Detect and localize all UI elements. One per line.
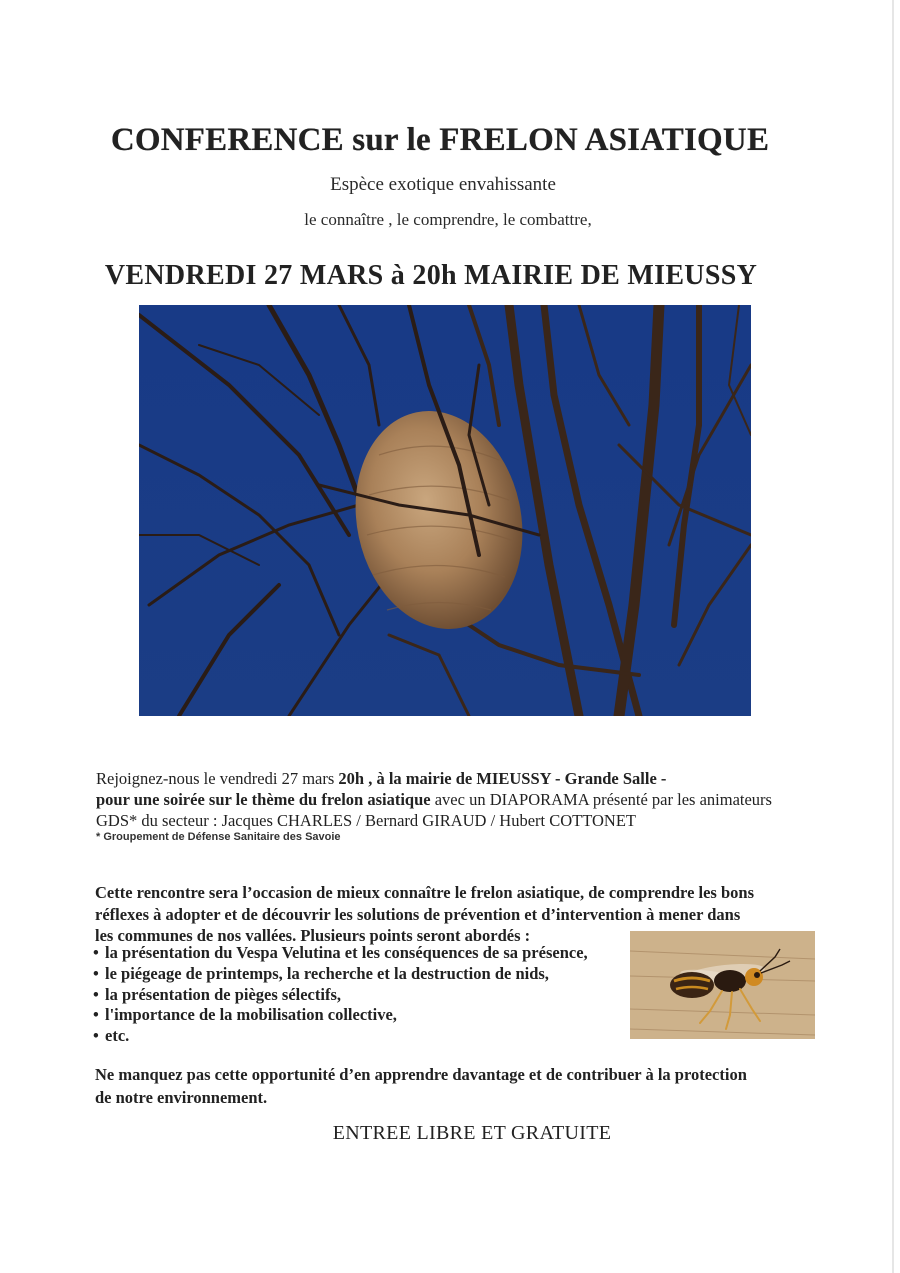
bullet-marker: • (93, 1005, 99, 1025)
intro-theme: pour une soirée sur le thème du frelon asiatique (96, 790, 431, 809)
list-item-text: la présentation du Vespa Velutina et les conséquences de sa présence, (105, 943, 588, 962)
list-item (93, 985, 588, 1006)
list-item-text: l'importance de la mobilisation collective, (105, 1005, 397, 1025)
intro-paragraph (96, 768, 796, 831)
free-entry-notice: ENTREE LIBRE ET GRATUITE (332, 1122, 612, 1144)
event-date-location: VENDREDI 27 MARS à 20h MAIRIE DE MIEUSSY (104, 260, 758, 291)
closing-line: Ne manquez pas cette opportunité d’en apprendre davantage et de contribuer à la protection (95, 1065, 747, 1084)
gds-footnote: * Groupement de Défense Sanitaire des Savoie (96, 831, 341, 843)
asian-hornet-photo (630, 931, 815, 1039)
details-line: les communes de nos vallées. Plusieurs points seront abordés : (95, 926, 531, 945)
bullet-marker: • (93, 943, 99, 962)
intro-presenters: avec un DIAPORAMA présenté par les animateurs GDS* du secteur : Jacques CHARLES / Bernard GIRAUD / Hubert COTTONET (96, 790, 772, 830)
bullet-marker: • (93, 984, 99, 1004)
closing-line: de notre environnement. (95, 1087, 268, 1107)
details-line: réflexes à adopter et de découvrir les solutions de prévention et d’intervention à mener dans (95, 904, 741, 924)
details-line: Cette rencontre sera l’occasion de mieux connaître le frelon asiatique, de comprendre les bons (95, 883, 755, 902)
list-item-text: etc. (105, 1026, 130, 1046)
list-item (93, 1005, 588, 1026)
closing-paragraph (95, 1064, 795, 1109)
poster-title: CONFERENCE sur le FRELON ASIATIQUE (110, 122, 770, 158)
list-item-text: la présentation de pièges sélectifs, (105, 984, 342, 1004)
bullet-marker: • (93, 963, 99, 983)
topics-list (93, 943, 588, 1047)
hornet-nest-photo (139, 305, 751, 716)
list-item (93, 964, 588, 985)
scan-edge-line (892, 0, 894, 1273)
list-item (93, 943, 588, 964)
intro-text-1: Rejoignez-nous le vendredi 27 mars (96, 769, 339, 788)
poster-tagline: le connaître , le comprendre, le combattre, (304, 210, 592, 229)
poster-subtitle: Espèce exotique envahissante (330, 174, 556, 195)
intro-time-place: 20h , à la mairie de MIEUSSY - Grande Salle - (338, 769, 667, 788)
list-item-text: le piégeage de printemps, la recherche et la destruction de nids, (105, 963, 549, 983)
bullet-marker: • (93, 1026, 99, 1046)
list-item (93, 1026, 588, 1047)
